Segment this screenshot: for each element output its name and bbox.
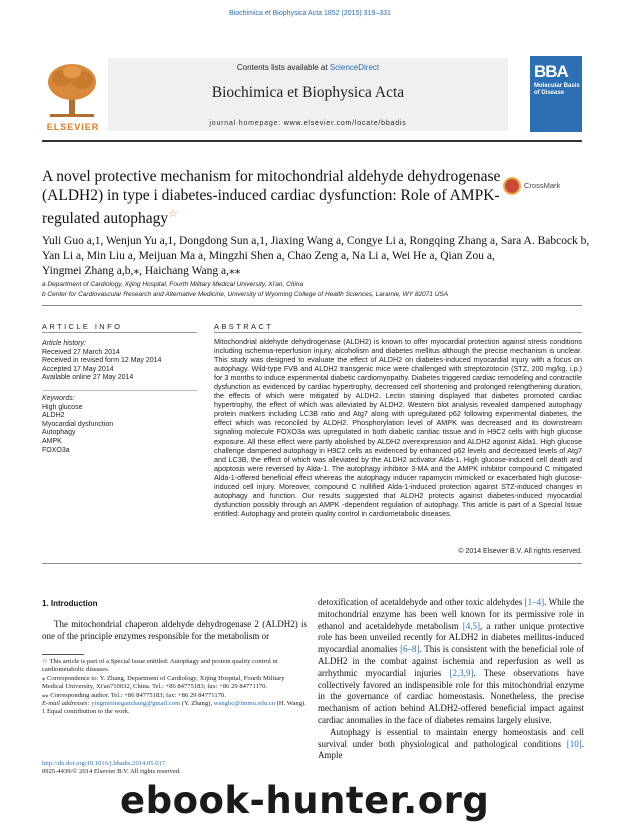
cover-subtitle: Molecular Basis of Disease xyxy=(534,83,580,96)
affiliation-b: b Center for Cardiovascular Research and Alternative Medicine, University of Wyoming College of Health Sciences, Laramie, WY 82071 USA xyxy=(42,291,449,298)
elsevier-tree-logo xyxy=(42,60,102,120)
doi-link[interactable]: http://dx.doi.org/10.1016/j.bbadis.2014.05.017 xyxy=(42,760,166,767)
history-accepted: Accepted 17 May 2014 xyxy=(42,365,114,373)
history-online: Available online 27 May 2014 xyxy=(42,374,134,382)
crossmark-badge[interactable] xyxy=(503,176,593,196)
abstract-heading: ABSTRACT xyxy=(214,322,274,331)
article-history xyxy=(42,340,197,383)
keyword-item: AMPK xyxy=(42,437,62,445)
history-revised: Received in revised form 12 May 2014 xyxy=(42,357,162,365)
footnotes xyxy=(42,658,307,717)
history-received: Received 27 March 2014 xyxy=(42,348,120,356)
journal-cover-image xyxy=(530,56,582,132)
body-left-column xyxy=(42,619,307,643)
citation-link[interactable]: [1–4] xyxy=(524,597,545,607)
keyword-item: Myocardial dysfunction xyxy=(42,420,114,428)
section-rule xyxy=(42,305,582,306)
abstract-rule xyxy=(214,332,582,333)
author-line: Yan Li a, Min Liu a, Meijuan Ma a, Mingzhi Shen a, Chao Zeng a, Na Li a, Wei He a, Qian Zou a, xyxy=(42,250,495,262)
keywords-label: Keywords: xyxy=(42,395,75,402)
crossmark-icon xyxy=(503,177,521,195)
author-line: Yingmei Zhang a,b,⁎, Haichang Wang a,⁎⁎ xyxy=(42,265,241,277)
elsevier-wordmark: ELSEVIER xyxy=(46,122,100,132)
keyword-item: Autophagy xyxy=(42,429,76,437)
doi-block xyxy=(42,760,342,777)
email-link[interactable]: wanghc@fmmu.edu.cn xyxy=(213,700,275,708)
footnote-rule xyxy=(42,654,84,655)
crossmark-label: CrossMark xyxy=(524,181,561,190)
cover-title: BBA xyxy=(534,62,568,81)
keyword-item: ALDH2 xyxy=(42,412,65,420)
title-footnote-mark[interactable]: ☆ xyxy=(168,208,178,220)
history-label: Article history: xyxy=(42,340,86,347)
body-paragraph: Autophagy is essential to maintain energy homeostasis and cell survival under both physiological and pathological conditions [10]. Ample xyxy=(318,726,584,761)
author-line: Yuli Guo a,1, Wenjun Yu a,1, Dongdong Sun a,1, Jiaxing Wang a, Congye Li a, Rongqing Zhang a, Sara A. Babcock b, xyxy=(42,235,590,247)
body-right-column xyxy=(318,597,584,762)
abstract-copyright: © 2014 Elsevier B.V. All rights reserved. xyxy=(458,548,582,555)
citation-link[interactable]: [2,3,9] xyxy=(449,667,474,678)
article-info-rule xyxy=(42,332,197,333)
citation-link[interactable]: [10] xyxy=(566,738,582,749)
journal-homepage-link[interactable]: www.elsevier.com/locate/bbadis xyxy=(283,120,407,127)
watermark-text: ebook-hunter.org xyxy=(120,779,490,822)
abstract-text: Mitochondrial aldehyde dehydrogenase (ALDH2) is known to offer myocardial protection against stress conditions including ischemia-reperfusion injury, alcoholism and diabetes mellitus although the precise mechanism is unclear. This study was designed to evaluate the effect of ALDH2 on diabetes-induced myocardial injury with a focus on autophagy. Wild-type FVB and ALDH2 transgenic mice were challenged with streptozotocin (STZ, 200 mg/kg, i.p.) for 3 months to induce experimental diabetic cardiomyopathy. Diabetes triggered cardiac remodeling and contractile dysfunction as evidenced by cardiac hypertrophy, decreased cell shortening and prolonged relengthening duration, the effects of which were mitigated by ALDH2. Lectin staining displayed that diabetes promoted cardiac hypertrophy, the effect of which was alleviated by ALDH2. Western blot analysis revealed dampened autophagy protein markers including LC3B ratio and Atg7 along with upregulated p62 following experimental diabetes, the effect which was reconciled by ALDH2. Phosphorylation level of AMPK was decreased and its downstream signaling molecule FOXO3a was upregulated in both diabetic cardiac tissue and in H9C2 cells with high glucose exposure. All these effect were partly abolished by ALDH2 overexpression and ALDH2 agonist Alda1. High glucose challenge dampened autophagy in H9C2 cells as evidenced by enhanced p62 levels and decreased levels of Atg7 and LC3B, the effect of which was alleviated by the ALDH2 activator Alda-1. High glucose-induced cell death and apoptosis were reversed by Alda-1. The autophagy inhibitor 3-MA and the AMPK inhibitor compound C mitigated Alda-1-offered beneficial effect whereas the autophagy inducer rapamycin mimicked or exacerbated high glucose-induced cell injury. Moreover, compound C nullified Alda-1-induced protection against STZ-induced changes in autophagy and function. Our results suggested that ALDH2 protects against diabetes-induced myocardial dysfunction possibly through an AMPK -dependent regulation of autophagy. This article is part of a Special Issue entitled: Autophagy and protein quality control in cardiometabolic diseases. xyxy=(214,337,582,518)
body-paragraph: The mitochondrial chaperon aldehyde dehydrogenase 2 (ALDH2) is one of the principle enzymes responsible for the metabolism or xyxy=(42,619,307,641)
journal-homepage: journal homepage: www.elsevier.com/locate/bbadis xyxy=(209,120,407,127)
footnote-special-issue: ☆ This article is part of a Special Issue entitled: Autophagy and protein quality control in cardiometabolic diseases. xyxy=(42,658,278,674)
footnote-correspondence: ⁎ Correspondence to: Y. Zhang, Department of Cardiology, Xijing Hospital, Fourth Military Medical University, Xi'an710032, China. Tel.: +86 84775183; fax: +86 29 84771170. xyxy=(42,674,285,691)
citation-link[interactable]: [6–8] xyxy=(400,644,420,655)
running-head[interactable]: Biochimica et Biophysica Acta 1852 (2015) 319–331 xyxy=(229,10,391,17)
footnote-equal-contribution: 1 Equal contribution to the work. xyxy=(42,708,130,716)
article-title: A novel protective mechanism for mitochondrial aldehyde dehydrogenase (ALDH2) in type i diabetes-induced cardiac dysfunction: Role of AMPK-regulated autophagy☆ xyxy=(42,168,501,228)
header-rule xyxy=(42,140,582,142)
article-info-divider xyxy=(42,390,197,391)
keyword-item: High glucose xyxy=(42,403,83,411)
keywords-list xyxy=(42,395,197,455)
body-paragraph: detoxification of acetaldehyde and other toxic aldehydes [1–4]. While the mitochondrial enzyme has been well known for its permissive role in ethanol and acetaldehyde metabolism [4,5], a rather unique protective role has been unveiled recently for ALDH2 in diabetes mellitus-induced myocardial anomalies [6–8]. This is consistent with the beneficial role of ALDH2 in the combat against ischemia and reperfusion as well as arrhythmic myocardial injuries [2,3,9]. These observations have collectively favored an indispensible role for this mitochondrial enzyme in the governance of cardiac homeostasis. Nonetheless, the precise mechanism of action behind ALDH2-offered beneficial impact against cardiac anomalies in the face of diabetes remains largely elusive. xyxy=(318,597,585,725)
article-info-heading: ARTICLE INFO xyxy=(42,322,123,331)
sciencedirect-link[interactable]: ScienceDirect xyxy=(329,63,380,72)
citation-link[interactable]: [4,5] xyxy=(462,620,480,631)
footnote-corresponding-author: ⁎⁎ Corresponding author. Tel.: +86 84775183; fax: +86 29 84771170. xyxy=(42,691,226,699)
rights-line: 0925-4439/© 2014 Elsevier B.V. All rights reserved. xyxy=(42,768,181,776)
introduction-heading: 1. Introduction xyxy=(42,599,98,608)
affiliation-a: a Department of Cardiology, Xijing Hospital, Fourth Military Medical University, Xi'an, China xyxy=(42,281,304,288)
footnote-emails: E-mail addresses: yingmeimeganzhang@gmail.com (Y. Zhang), wanghc@fmmu.edu.cn (H. Wang). xyxy=(42,700,306,708)
author-list xyxy=(42,234,592,279)
body-rule xyxy=(42,563,582,564)
journal-title: Biochimica et Biophysica Acta xyxy=(211,84,405,101)
contents-line: Contents lists available at ScienceDirect xyxy=(236,63,380,72)
email-link[interactable]: yingmeimeganzhang@gmail.com xyxy=(91,700,181,708)
keyword-item: FOXO3a xyxy=(42,446,70,454)
